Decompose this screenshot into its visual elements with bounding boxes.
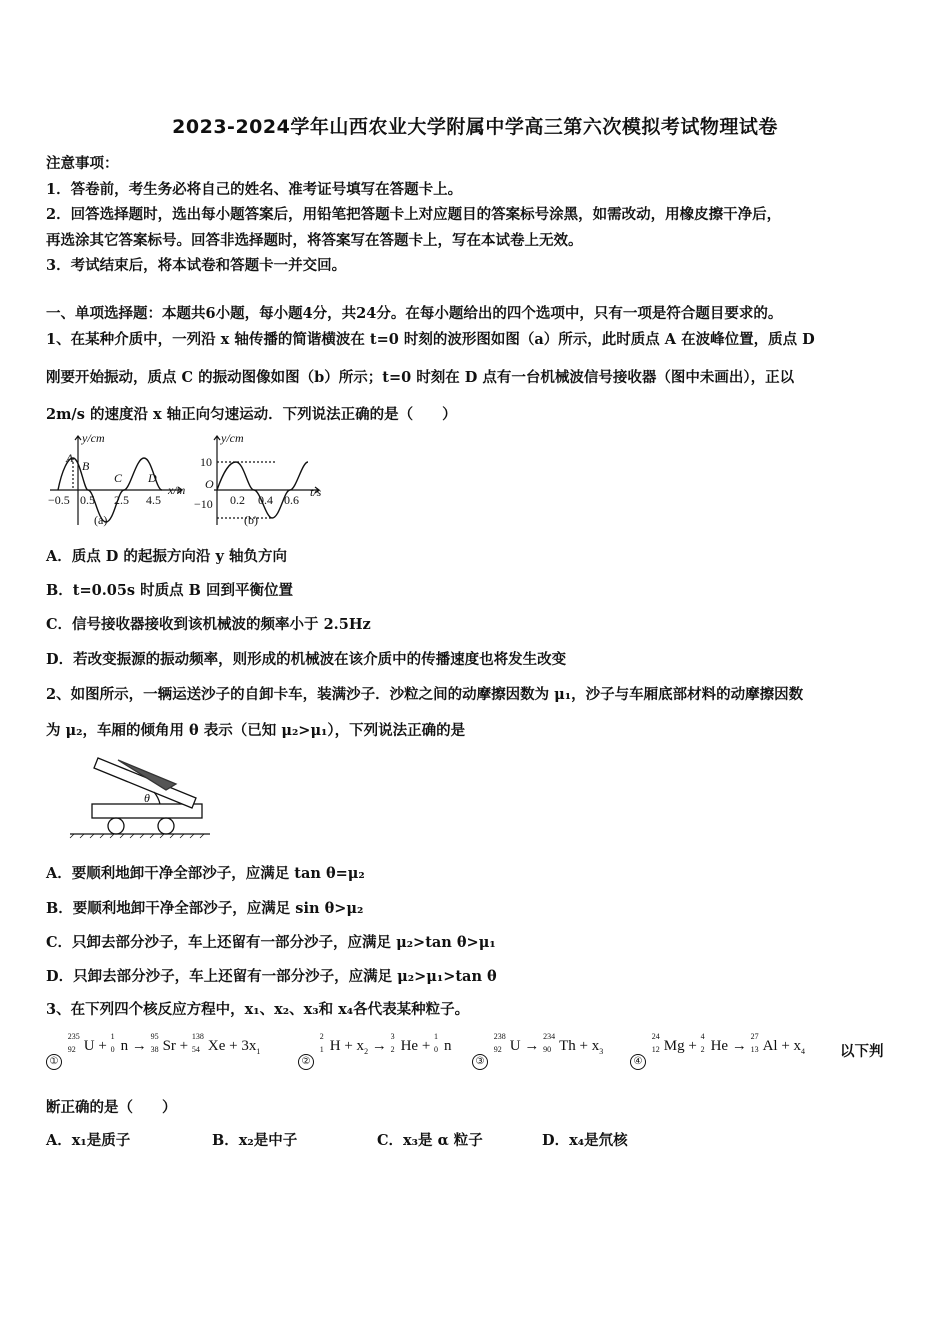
q2-truck-figure [68, 748, 218, 840]
q1a-tick-3: 2.5 [114, 493, 129, 507]
q3-option-d: D．x₄是氘核 [542, 1132, 628, 1149]
q1b-caption: (b) [244, 513, 258, 527]
q2-stem-line-1: 2、如图所示，一辆运送沙子的自卸卡车，装满沙子．沙粒之间的动摩擦因数为 μ₁，沙子与车厢底部材料的动摩擦因数 [46, 686, 804, 703]
q2-theta-label: θ [144, 791, 150, 805]
notice-heading: 注意事项： [46, 155, 119, 172]
q1-stem-line-1: 1、在某种介质中，一列沿 x 轴传播的简谐横波在 t=0 时刻的波形图如图（a）所示，此时质点 A 在波峰位置，质点 D [46, 331, 815, 348]
q2-option-c: C．只卸去部分沙子，车上还留有一部分沙子，应满足 μ₂>tan θ>μ₁ [46, 934, 496, 951]
equation-number-3: ③ [472, 1054, 488, 1070]
q2-option-b: B．要顺利地卸干净全部沙子，应满足 sin θ>μ₂ [46, 900, 364, 917]
q3-option-a: A．x₁是质子 [46, 1132, 131, 1149]
q1a-point-A: A [66, 451, 74, 465]
q1-stem-line-2: 刚要开始振动，质点 C 的振动图像如图（b）所示；t=0 时刻在 D 点有一台机械波信号接收器（图中未画出），正以 [46, 369, 795, 386]
equation-number-4: ④ [630, 1054, 646, 1070]
q1-stem-line-3: 2m/s 的速度沿 x 轴正向匀速运动．下列说法正确的是（ ） [46, 406, 457, 423]
q1a-point-B: B [82, 459, 90, 473]
q1-option-a: A．质点 D 的起振方向沿 y 轴负方向 [46, 548, 287, 565]
q1a-point-D: D [148, 471, 157, 485]
q3-equation-tail: 以下判 [840, 1043, 884, 1060]
equation-number-2: ② [298, 1054, 314, 1070]
q3-equations: ① 235 92 U + 1 0 n → 95 38 Sr + 138 54 $Xe + 3x_1$ ② 2 1 $H + x_2$ → 3 2 He + 1 0 n ③ 238 92 U → 234 90 $Th + x_3$ ④ 24 12 Mg + 4 2 He → 27 13 $Al + x_4$ 以下判 [46, 1030, 906, 1066]
q1b-ytick-top: 10 [200, 455, 212, 469]
q1b-xlabel: t/s [310, 485, 322, 499]
q1a-point-C: C [114, 471, 123, 485]
q2-stem-line-2: 为 μ₂，车厢的倾角用 θ 表示（已知 μ₂>μ₁），下列说法正确的是 [46, 722, 466, 739]
notice-item-3: 3．考试结束后，将本试卷和答题卡一并交回。 [46, 257, 347, 274]
q1a-caption: (a) [94, 513, 108, 527]
q1a-xlabel: x/m [168, 483, 186, 497]
notice-item-2-cont: 再选涂其它答案标号。回答非选择题时，将答案写在答题卡上，写在本试卷上无效。 [46, 232, 583, 249]
q1a-ylabel: y/cm [82, 431, 105, 445]
q2-option-a: A．要顺利地卸干净全部沙子，应满足 tan θ=μ₂ [46, 865, 365, 882]
exam-title: 2023-2024学年山西农业大学附属中学高三第六次模拟考试物理试卷 [172, 116, 778, 138]
q1a-tick-2: 0.5 [80, 493, 95, 507]
q1b-tick-2: 0.4 [258, 493, 273, 507]
q1b-ylabel: y/cm [221, 431, 244, 445]
q1b-ytick-bottom: −10 [194, 497, 213, 511]
q1b-tick-1: 0.2 [230, 493, 245, 507]
q1a-tick-4: 4.5 [146, 493, 161, 507]
equation-number-1: ① [46, 1054, 62, 1070]
q1-option-d: D．若改变振源的振动频率，则形成的机械波在该介质中的传播速度也将发生改变 [46, 651, 567, 668]
q1-option-b: B．t=0.05s 时质点 B 回到平衡位置 [46, 582, 293, 599]
q3-option-c: C．x₃是 α 粒子 [377, 1132, 483, 1149]
q1-option-c: C．信号接收器接收到该机械波的频率小于 2.5Hz [46, 616, 371, 633]
notice-item-1: 1．答卷前，考生务必将自己的姓名、准考证号填写在答题卡上。 [46, 181, 463, 198]
q1b-tick-3: 0.6 [284, 493, 299, 507]
q3-option-b: B．x₂是中子 [212, 1132, 298, 1149]
notice-item-2: 2．回答选择题时，选出每小题答案后，用铅笔把答题卡上对应题目的答案标号涂黑，如需改动，用橡皮擦干净后， [46, 206, 782, 223]
q1-wave-figure [44, 430, 334, 530]
q3-stem-cont: 断正确的是（ ） [46, 1099, 177, 1116]
q1b-origin: O [205, 477, 214, 491]
q2-option-d: D．只卸去部分沙子，车上还留有一部分沙子，应满足 μ₂>μ₁>tan θ [46, 968, 497, 985]
q3-stem: 3、在下列四个核反应方程中，x₁、x₂、x₃和 x₄各代表某种粒子。 [46, 1001, 470, 1018]
section-heading: 一、单项选择题：本题共6小题，每小题4分，共24分。在每小题给出的四个选项中，只有一项是符合题目要求的。 [46, 305, 783, 322]
q1a-tick-1: −0.5 [48, 493, 70, 507]
